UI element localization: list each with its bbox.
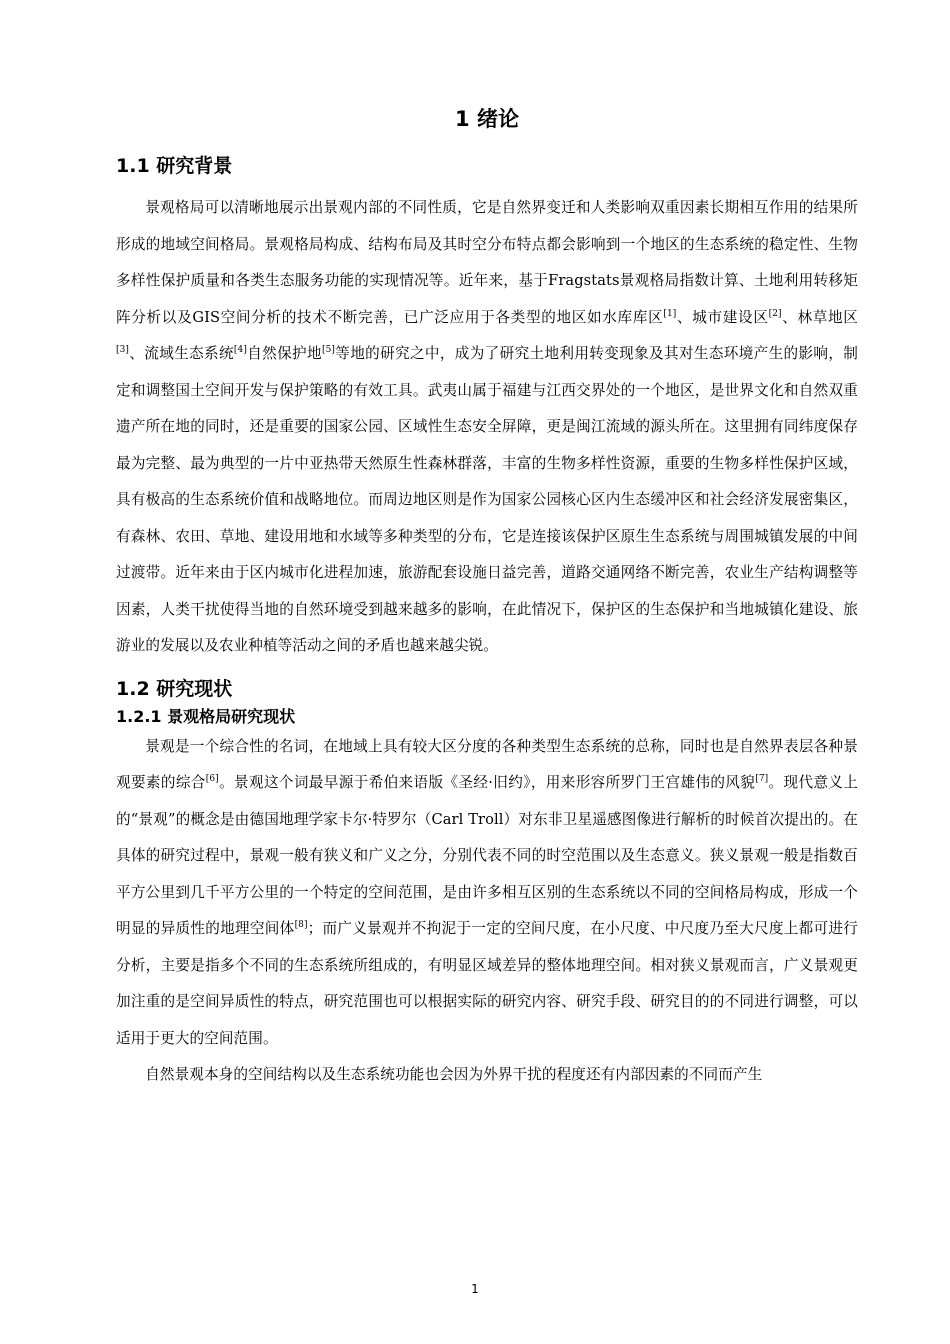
page-content bbox=[116, 100, 858, 1094]
section-heading-background: 1.1 研究背景 bbox=[116, 155, 233, 177]
paragraph-landscape-2: 自然景观本身的空间结构以及生态系统功能也会因为外界干扰的程度还有内部因素的不同而产生 bbox=[145, 1066, 763, 1083]
citation: [5] bbox=[321, 345, 336, 356]
chapter-title: 1 绪论 bbox=[455, 107, 519, 131]
citation: [6] bbox=[205, 774, 219, 785]
section-heading-status: 1.2 研究现状 bbox=[116, 677, 233, 700]
citation: [2] bbox=[768, 308, 782, 319]
paragraph-background: 景观格局可以清晰地展示出景观内部的不同性质，它是自然界变迁和人类影响双重因素长期相互作用的结果所形成的地域空间格局。景观格局构成、结构布局及其时空分布特点都会影响到一个地区的生态系统的稳定性、生物多样性保护质量和各类生态服务功能的实现情况等。近年来，基于Fragstats景观格局指数计算、土地利用转移矩阵分析以及GIS空间分析的技术不断完善，已广泛应用于各类型的地区如水库库区[1]、城市建设区[2]、林草地区[3]、流域生态系统[4]自然保护地[5]等地的研究之中，成为了研究土地利用转变现象及其对生态环境产生的影响，制定和调整国土空间开发与保护策略的有效工具。武夷山属于福建与江西交界处的一个地区，是世界文化和自然双重遗产所在地的同时，还是重要的国家公园、区域性生态安全屏障，更是闽江流域的源头所在。这里拥有同纬度保存最为完整、最为典型的一片中亚热带天然原生性森林群落，丰富的生物多样性资源，重要的生物多样性保护区域，具有极高的生态系统价值和战略地位。而周边地区则是作为国家公园核心区内生态缓冲区和社会经济发展密集区，有森林、农田、草地、建设用地和水域等多种类型的分布，它是连接该保护区原生生态系统与周围城镇发展的中间过渡带。近年来由于区内城市化进程加速，旅游配套设施日益完善，道路交通网络不断完善，农业生产结构调整等因素，人类干扰使得当地的自然环境受到越来越多的影响，在此情况下，保护区的生态保护和当地城镇化建设、旅游业的发展以及农业种植等活动之间的矛盾也越来越尖锐。 bbox=[116, 199, 858, 654]
citation: [4] bbox=[233, 345, 247, 356]
citation: [3] bbox=[116, 345, 130, 356]
subsection-heading-landscape: 1.2.1 景观格局研究现状 bbox=[116, 706, 296, 726]
page-number: 1 bbox=[471, 1282, 479, 1296]
citation: [8] bbox=[294, 920, 308, 931]
paragraph-landscape-1: 景观是一个综合性的名词，在地域上具有较大区分度的各种类型生态系统的总称，同时也是自然界表层各种景观要素的综合[6]。景观这个词最早源于希伯来语版《圣经·旧约》，用来形容所罗门王宫雄伟的风貌[7]。现代意义上的“景观”的概念是由德国地理学家卡尔·特罗尔（Carl Troll）对东非卫星遥感图像进行解析的时候首次提出的。在具体的研究过程中，景观一般有狭义和广义之分，分别代表不同的时空范围以及生态意义。狭义景观一般是指数百平方公里到几千平方公里的一个特定的空间范围，是由许多相互区别的生态系统以不同的空间格局构成，形成一个明显的异质性的地理空间体[8]；而广义景观并不拘泥于一定的空间尺度，在小尺度、中尺度乃至大尺度上都可进行分析，主要是指多个不同的生态系统所组成的，有明显区域差异的整体地理空间。相对狭义景观而言，广义景观更加注重的是空间异质性的特点，研究范围也可以根据实际的研究内容、研究手段、研究目的的不同进行调整，可以适用于更大的空间范围。 bbox=[116, 737, 859, 1047]
citation: [7] bbox=[755, 774, 769, 785]
citation: [1] bbox=[663, 308, 677, 319]
